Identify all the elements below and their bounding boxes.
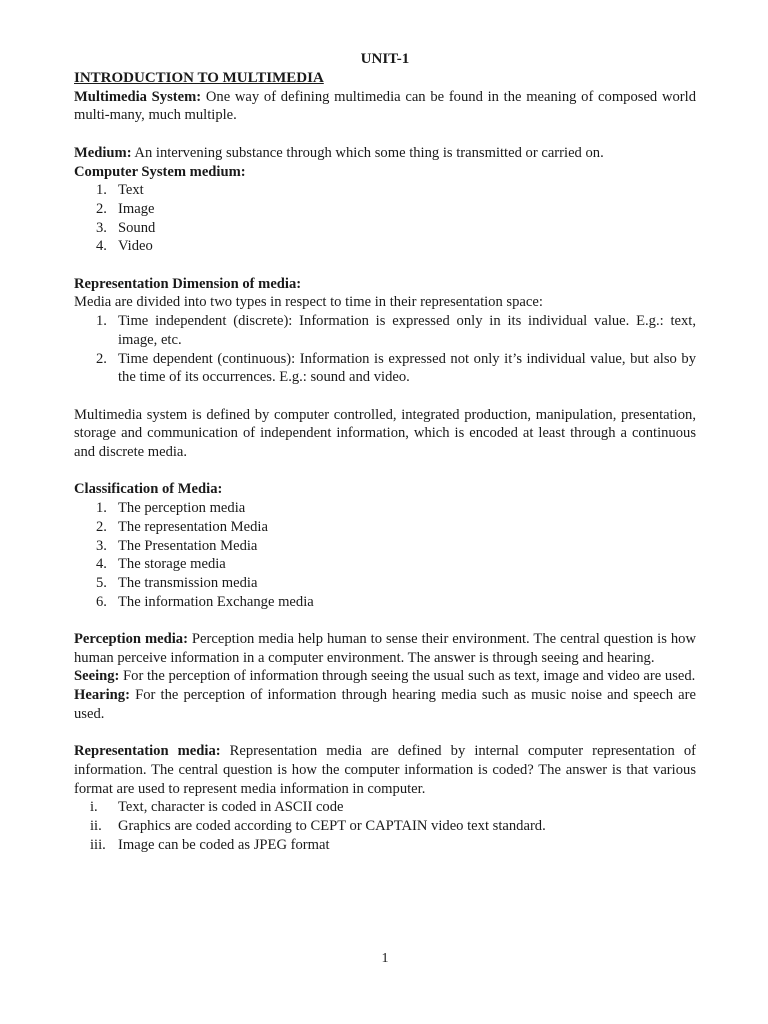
list-item: 3. The Presentation Media: [96, 537, 258, 554]
multimedia-system-term: Multimedia System:: [74, 88, 202, 105]
classification-heading: Classification of Media:: [74, 481, 223, 498]
list-item: 3. Sound: [96, 219, 156, 236]
list-item: 1. The perception media: [96, 500, 246, 517]
list-item: 2. Image: [96, 200, 155, 217]
representation-media-paragraph: Representation media: Representation media are defined by internal computer representation of information. The central question is how the computer information is coded? The answer is that various format are used to represent media information in computer.: [74, 743, 696, 797]
medium-paragraph: [74, 144, 696, 163]
representation-dimension-list: [74, 312, 696, 387]
representation-media-list: [74, 798, 696, 854]
hearing-paragraph: Hearing: For the perception of information through hearing media such as music noise and speech are used.: [74, 687, 696, 722]
list-item: 4. Video: [96, 238, 153, 255]
classification-list: [74, 499, 696, 611]
computer-system-medium-heading: Computer System medium:: [74, 163, 246, 180]
medium-text: An intervening substance through which some thing is transmitted or carried on.: [131, 144, 604, 161]
list-item: 2. The representation Media: [96, 518, 268, 535]
representation-dimension-intro: Media are divided into two types in respect to time in their representation space:: [74, 294, 543, 311]
representation-dimension-heading: Representation Dimension of media:: [74, 275, 302, 292]
list-item: i. Text, character is coded in ASCII code: [90, 799, 344, 816]
page-number: 1: [381, 951, 389, 966]
list-item: 1. Text: [96, 182, 144, 199]
list-item: 5. The transmission media: [96, 574, 258, 591]
multimedia-definition-paragraph: Multimedia system is defined by computer controlled, integrated production, manipulation, presentation, storage and communication of independent information, which is encoded at least through a continuous and discrete media.: [74, 406, 696, 461]
multimedia-system-text: One way of defining multimedia can be found in the meaning of composed world multi-many, much multiple.: [74, 88, 696, 124]
list-item: 2. Time dependent (continuous): Information is expressed not only it’s individual value, but also by the time of its occurrences. E.g.: sound and video.: [96, 350, 696, 386]
medium-term: Medium:: [74, 144, 132, 161]
list-item: iii. Image can be coded as JPEG format: [90, 836, 330, 853]
document-page: [74, 50, 696, 966]
multimedia-system-paragraph: [74, 88, 696, 125]
list-item: 1. Time independent (discrete): Information is expressed only in its individual value. E.g.: text, image, etc.: [96, 313, 696, 348]
list-item: 4. The storage media: [96, 556, 226, 573]
list-item: 6. The information Exchange media: [96, 593, 314, 610]
perception-media-paragraph: Perception media: Perception media help human to sense their environment. The central question is how human perceive information in a computer environment. The answer is through seeing and hearing.: [74, 631, 696, 666]
main-title: INTRODUCTION TO MULTIMEDIA: [74, 70, 324, 86]
list-item: ii. Graphics are coded according to CEPT or CAPTAIN video text standard.: [90, 818, 546, 835]
unit-title: UNIT-1: [360, 51, 410, 67]
seeing-paragraph: Seeing: For the perception of information through seeing the usual such as text, image and video are used.: [74, 668, 696, 685]
computer-system-medium-list: [74, 181, 696, 256]
